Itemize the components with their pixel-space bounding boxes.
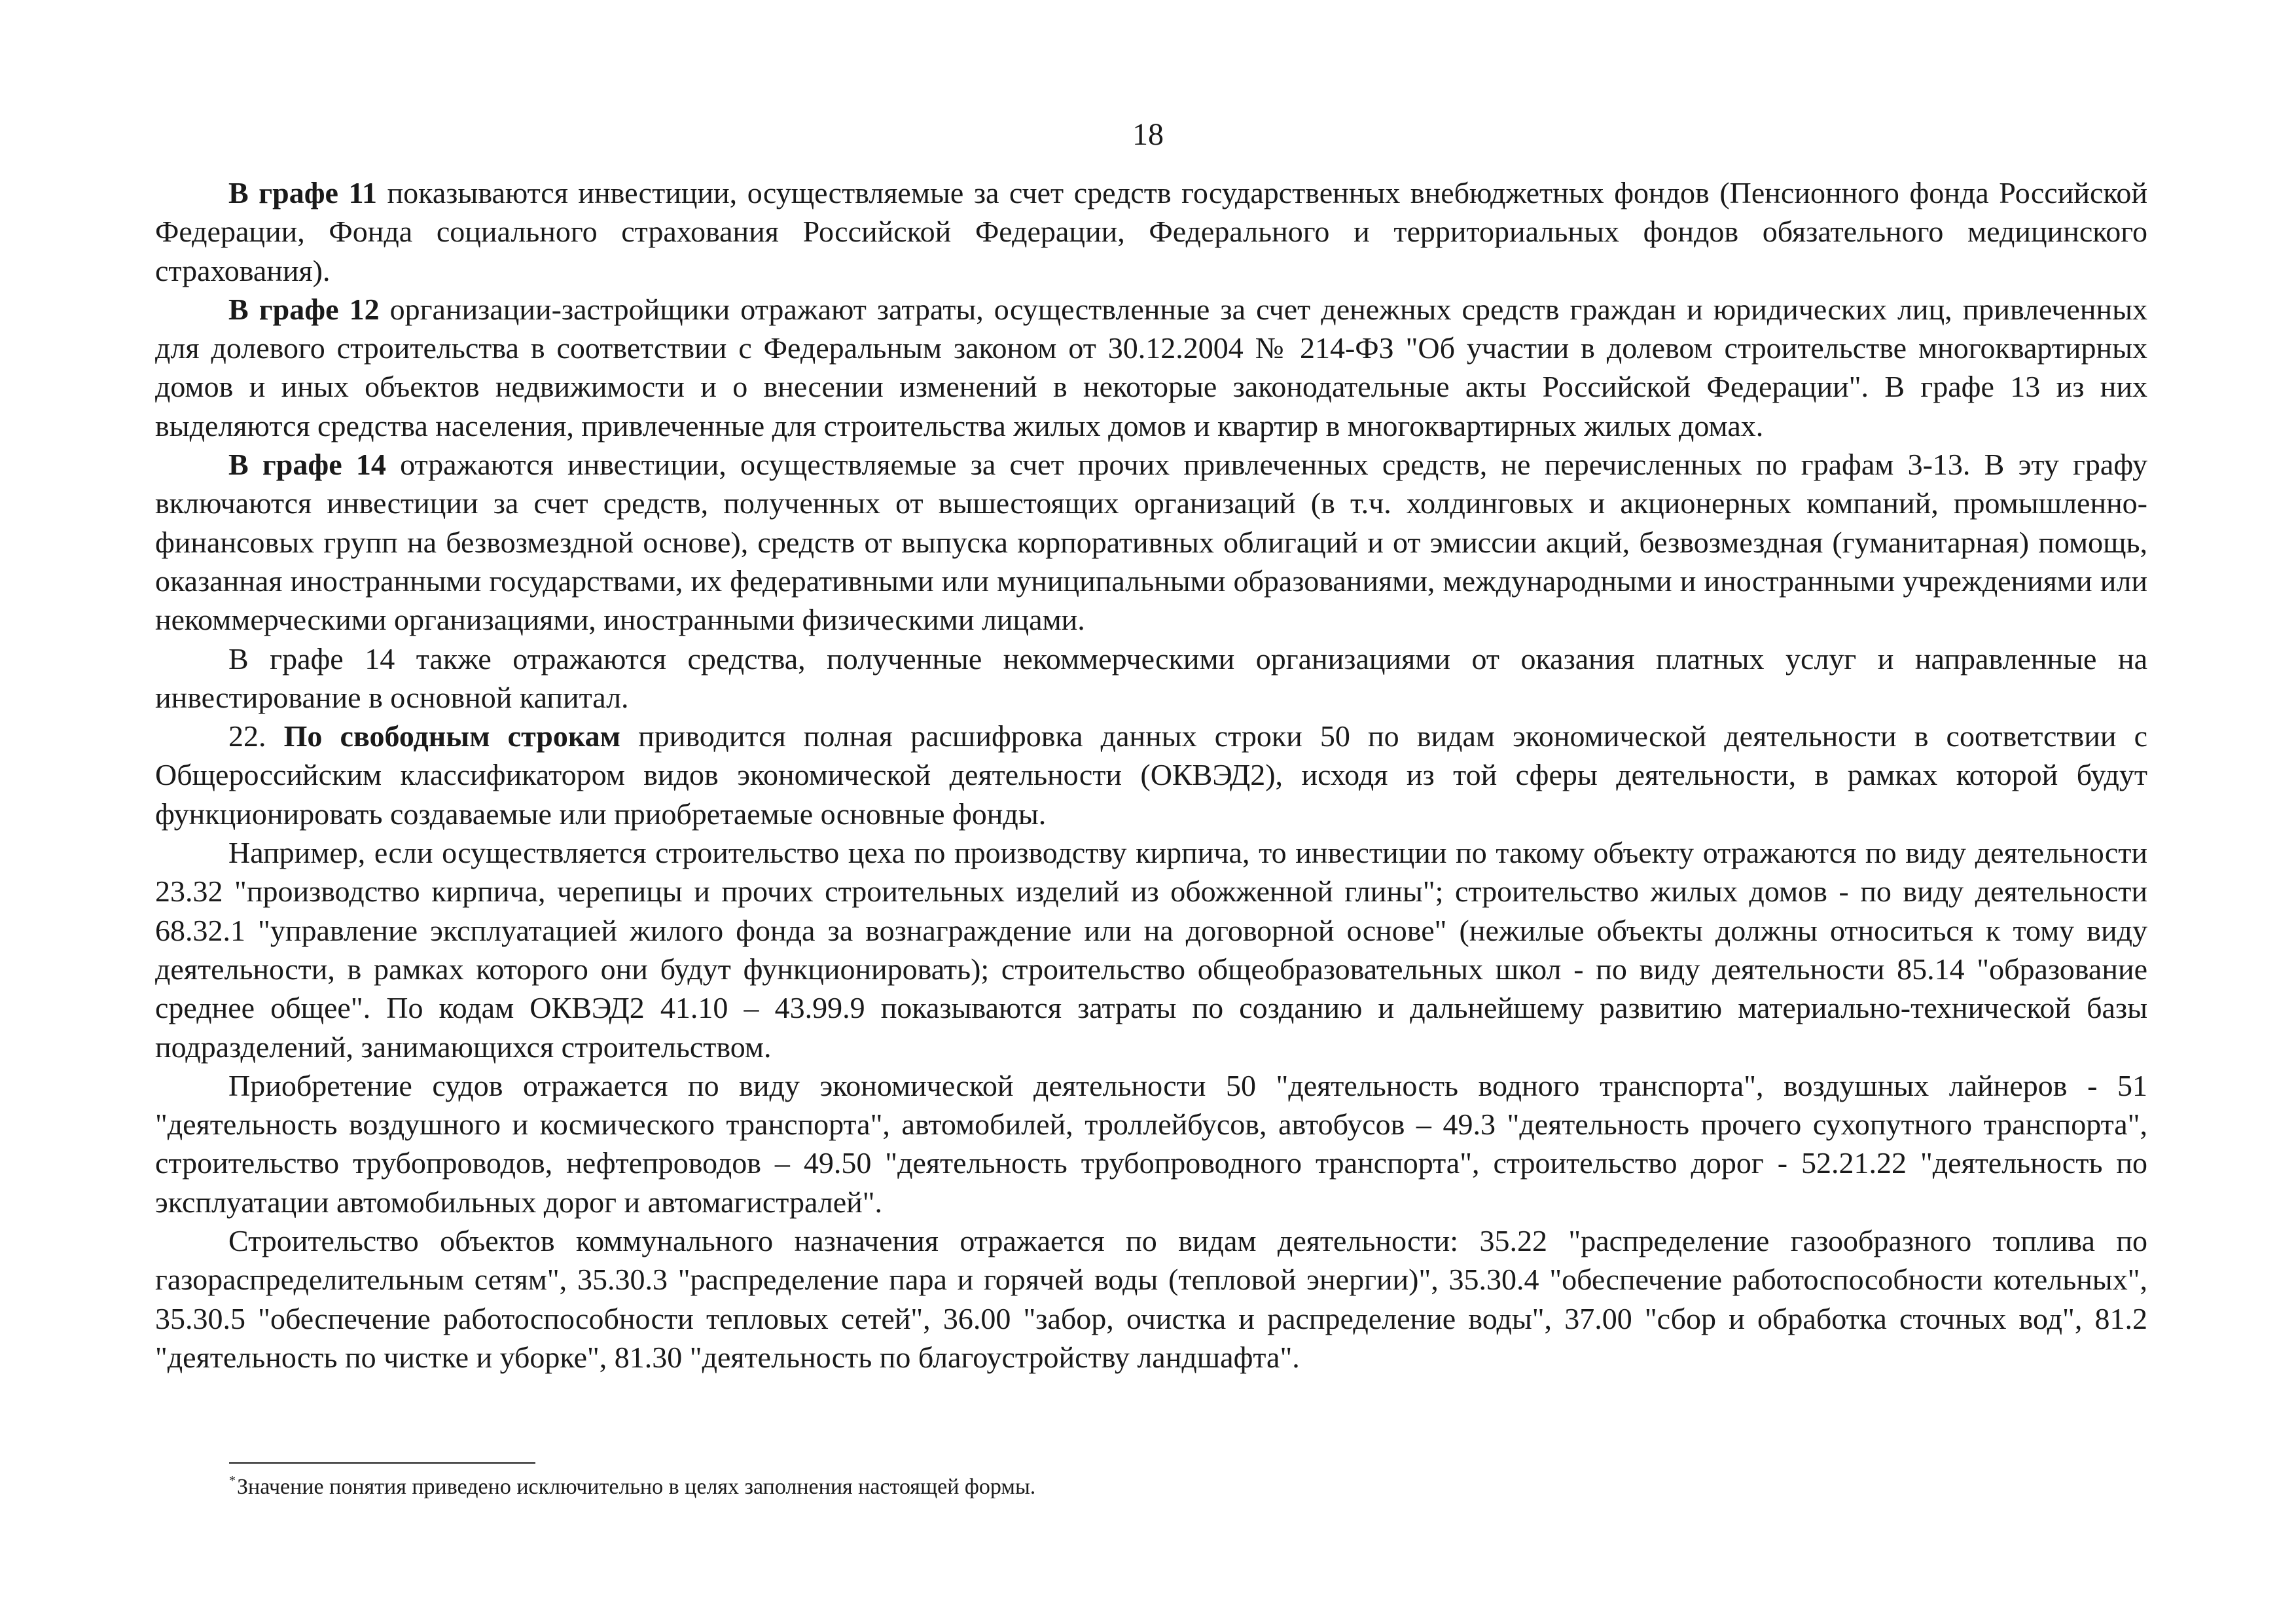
paragraph-text: Приобретение судов отражается по виду экономической деятельности 50 "деятельность водного транспорта", воздушных лайнеров - 51 "деятельность воздушного и космического транспорта", автомобилей, троллейбусов, автобусов – 49.3 "деятельность прочего сухопутного транспорта", строительство трубопроводов, нефтепроводов – 49.50 "деятельность трубопроводного транспорта", строительство дорог - 52.21.22 "деятельность по эксплуатации автомобильных дорог и автомагистралей".	[155, 1068, 2147, 1219]
paragraph-lead: По свободным строкам	[283, 719, 620, 753]
footnote-marker: *	[229, 1473, 236, 1488]
paragraph-grafa-14	[155, 445, 2147, 639]
paragraph-vessels	[155, 1066, 2147, 1221]
paragraph-text: Например, если осуществляется строительство цеха по производству кирпича, то инвестиции по такому объекту отражаются по виду деятельности 23.32 "производство кирпича, черепицы и прочих строительных изделий из обожженной глины"; строительство жилых домов - по виду деятельности 68.32.1 "управление эксплуатацией жилого фонда за вознаграждение или на договорной основе" (нежилые объекты должны относиться к тому виду деятельности, в рамках которого они будут функционировать); строительство общеобразовательных школ - по виду деятельности 85.14 "образование среднее общее". По кодам ОКВЭД2 41.10 – 43.99.9 показываются затраты по созданию и дальнейшему развитию материально-технической базы подразделений, занимающихся строительством.	[155, 836, 2147, 1064]
paragraph-lead: В графе 12	[228, 292, 380, 326]
paragraph-lead: В графе 11	[228, 176, 377, 209]
paragraph-prefix: 22.	[228, 719, 284, 753]
paragraph-example	[155, 833, 2147, 1066]
paragraph-grafa-14-also	[155, 640, 2147, 717]
paragraph-lead: В графе 14	[228, 448, 386, 482]
page-number: 18	[1132, 117, 1164, 152]
footnote-text: Значение понятия приведено исключительно в целях заполнения настоящей формы.	[237, 1475, 1036, 1499]
footnote	[229, 1466, 2127, 1502]
paragraph-communal	[155, 1221, 2147, 1377]
document-body	[155, 173, 2147, 1377]
paragraph-grafa-11	[155, 173, 2147, 290]
paragraph-text: Строительство объектов коммунального назначения отражается по видам деятельности: 35.22 "распределение газообразного топлива по газораспределительным сетям", 35.30.3 "распределение пара и горячей воды (тепловой энергии)", 35.30.4 "обеспечение работоспособности котельных", 35.30.5 "обеспечение работоспособности тепловых сетей", 36.00 "забор, очистка и распределение воды", 37.00 "сбор и обработка сточных вод", 81.2 "деятельность по чистке и уборке", 81.30 "деятельность по благоустройству ландшафта".	[155, 1224, 2147, 1374]
paragraph-text: показываются инвестиции, осуществляемые за счет средств государственных внебюджетных фондов (Пенсионного фонда Российской Федерации, Фонда социального страхования Российской Федерации, Федерального и территориальных фондов обязательного медицинского страхования).	[155, 176, 2147, 287]
paragraph-text: отражаются инвестиции, осуществляемые за счет прочих привлеченных средств, не перечисленных по графам 3-13. В эту графу включаются инвестиции за счет средств, полученных от вышестоящих организаций (в т.ч. холдинговых и акционерных компаний, промышленно-финансовых групп на безвозмездной основе), средств от выпуска корпоративных облигаций и от эмиссии акций, безвозмездная (гуманитарная) помощь, оказанная иностранными государствами, их федеративными или муниципальными образованиями, международными и иностранными учреждениями или некоммерческими организациями, иностранными физическими лицами.	[155, 448, 2147, 637]
paragraph-text: приводится полная расшифровка данных строки 50 по видам экономической деятельности в соответствии с Общероссийским классификатором видов экономической деятельности (ОКВЭД2), исходя из той сферы деятельности, в рамках которой будут функционировать создаваемые или приобретаемые основные фонды.	[155, 719, 2147, 831]
paragraph-text: организации-застройщики отражают затраты, осуществленные за счет денежных средств граждан и юридических лиц, привлеченных для долевого строительства в соответствии с Федеральным законом от 30.12.2004 № 214-ФЗ "Об участии в долевом строительстве многоквартирных домов и иных объектов недвижимости и о внесении изменений в некоторые законодательные акты Российской Федерации". В графе 13 из них выделяются средства населения, привлеченные для строительства жилых домов и квартир в многоквартирных жилых домах.	[155, 292, 2147, 442]
paragraph-text: В графе 14 также отражаются средства, полученные некоммерческими организациями от оказания платных услуг и направленные на инвестирование в основной капитал.	[155, 641, 2147, 714]
footnote-divider	[229, 1462, 535, 1464]
paragraph-grafa-12	[155, 290, 2147, 445]
paragraph-item-22	[155, 717, 2147, 833]
